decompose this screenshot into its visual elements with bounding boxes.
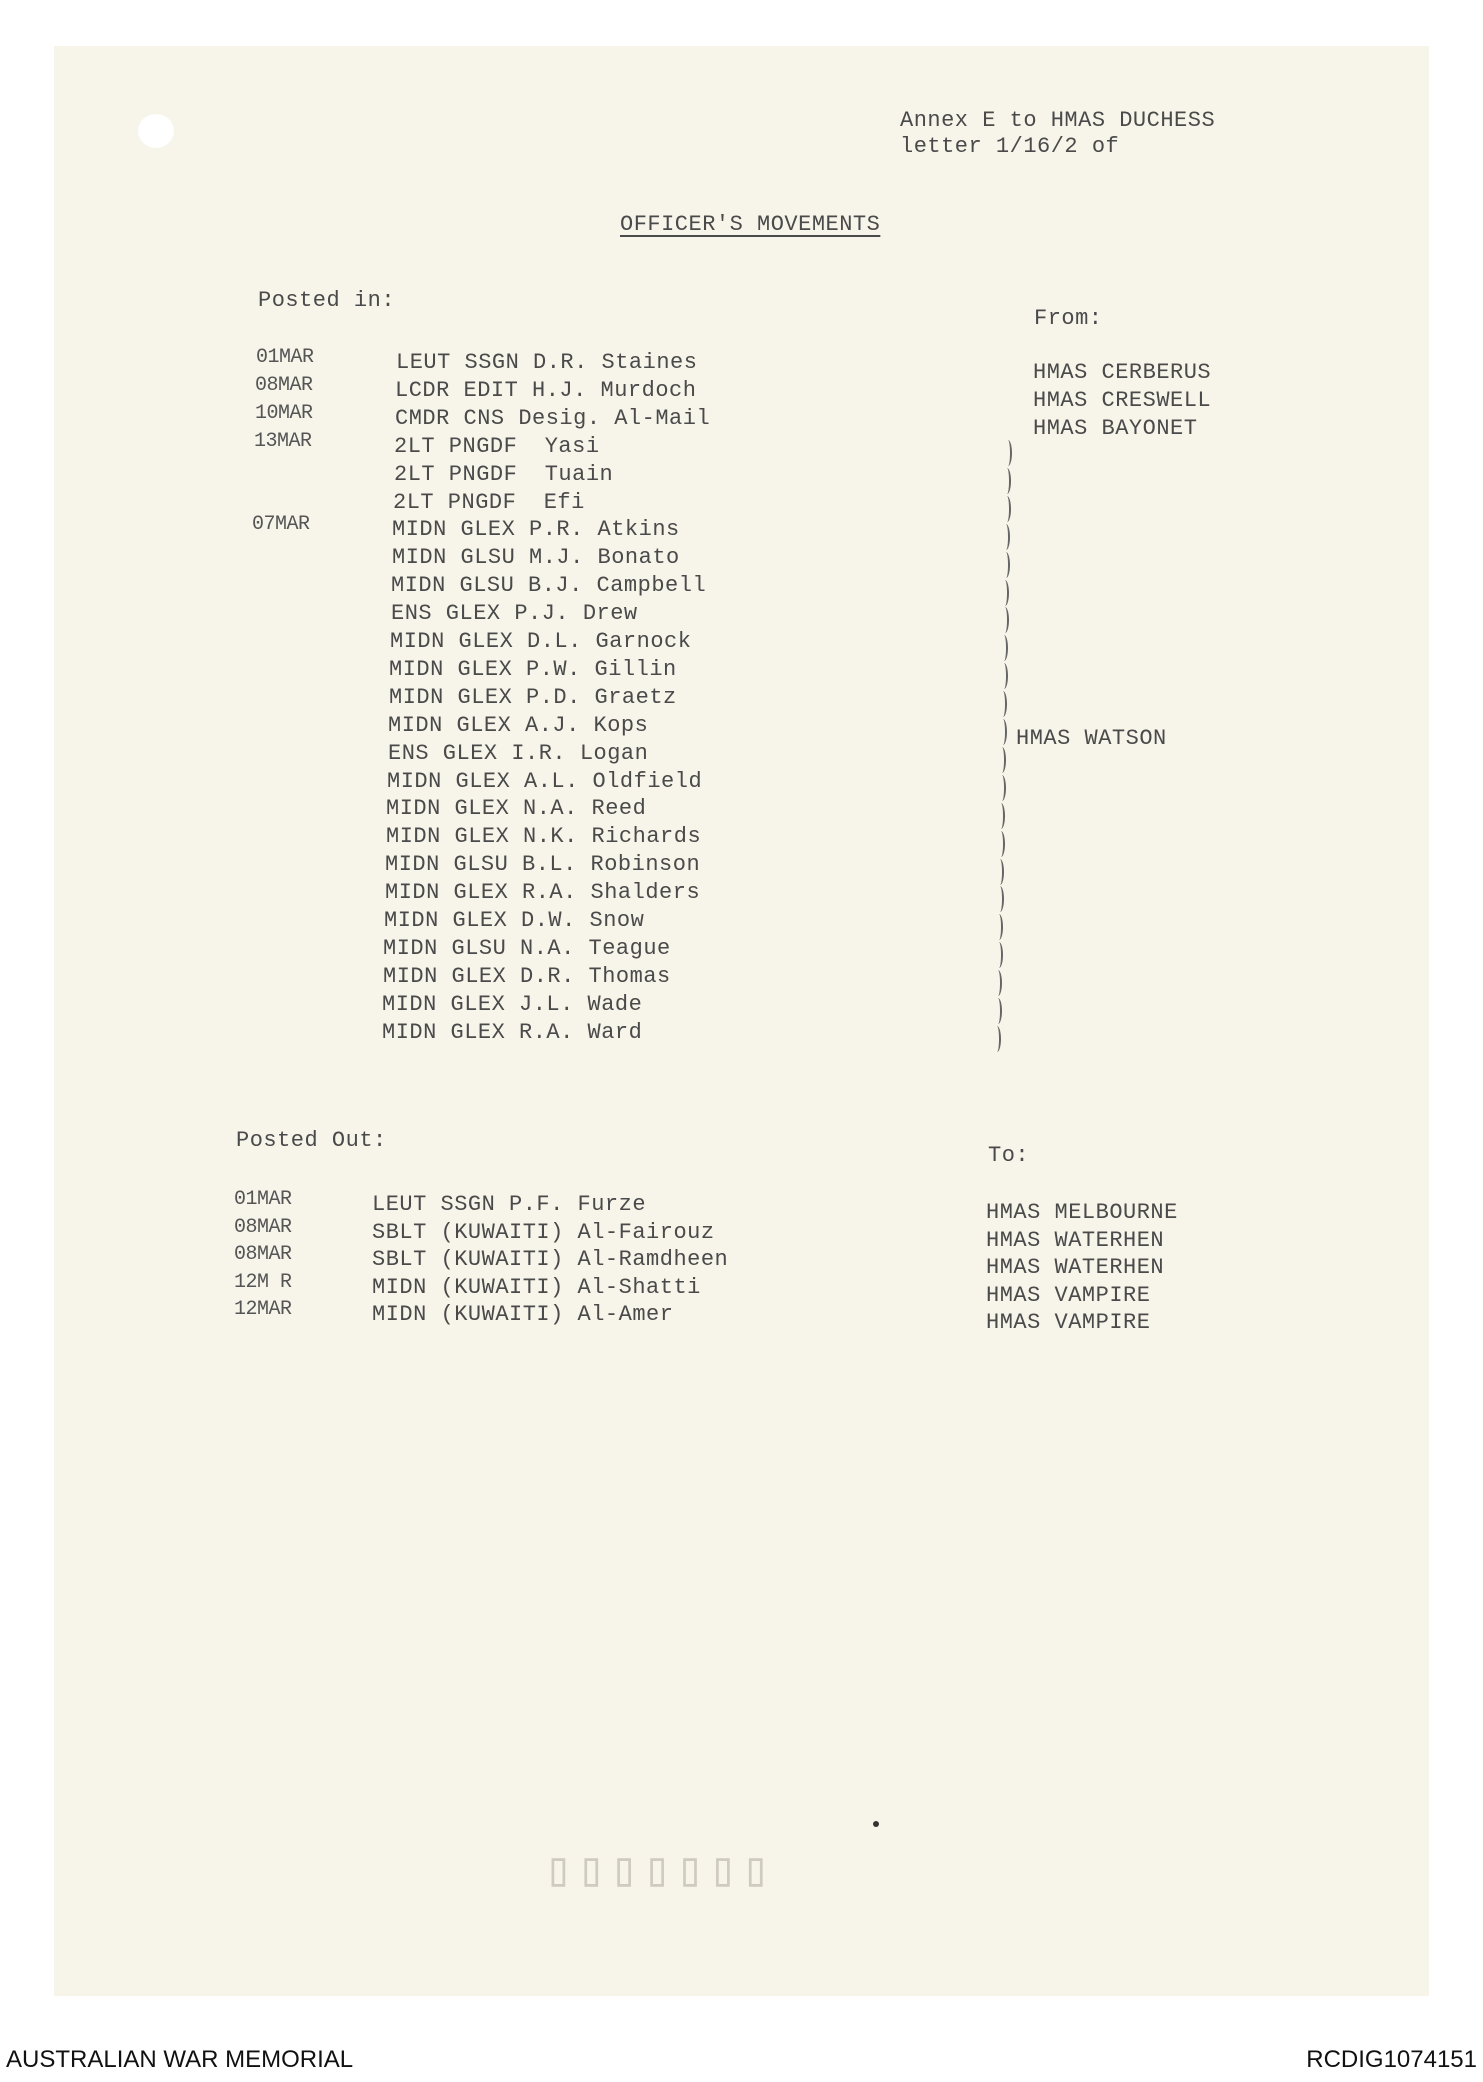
posted-out-destination: HMAS WATERHEN xyxy=(986,1255,1165,1280)
posted-in-officer: MIDN GLEX A.L. Oldfield xyxy=(387,768,703,794)
posted-out-officer: MIDN (KUWAITI) Al-Amer xyxy=(372,1302,674,1327)
posted-in-officer: MIDN GLEX D.W. Snow xyxy=(384,908,645,933)
footer-identifier: RCDIG1074151 xyxy=(1306,2046,1477,2073)
bracket-mark xyxy=(994,970,1002,996)
posted-out-destination: HMAS VAMPIRE xyxy=(986,1282,1151,1308)
footer-institution: AUSTRALIAN WAR MEMORIAL xyxy=(6,2046,354,2073)
bracket-mark xyxy=(997,803,1005,829)
bracket-mark xyxy=(1000,663,1008,689)
posted-in-officer: ENS GLEX I.R. Logan xyxy=(388,740,649,766)
annex-line-1: Annex E to HMAS DUCHESS xyxy=(900,108,1216,133)
bracket-mark xyxy=(1002,524,1010,550)
posted-in-heading: Posted in: xyxy=(258,288,396,313)
document-page xyxy=(54,46,1429,1996)
posted-in-officer: LEUT SSGN D.R. Staines xyxy=(396,350,698,375)
posted-in-date: 13MAR xyxy=(254,429,312,453)
bracket-mark xyxy=(999,719,1007,745)
posted-out-date: 08MAR xyxy=(234,1215,292,1239)
posted-out-destination: HMAS MELBOURNE xyxy=(986,1200,1178,1225)
posted-out-heading: Posted Out: xyxy=(236,1128,387,1153)
bracket-mark xyxy=(995,942,1003,968)
posted-in-date: 07MAR xyxy=(252,513,310,537)
bracket-mark xyxy=(998,775,1006,801)
posted-in-officer: MIDN GLEX R.A. Shalders xyxy=(385,880,701,906)
posted-out-officer: SBLT (KUWAITI) Al-Fairouz xyxy=(372,1219,715,1245)
posted-in-officer: LCDR EDIT H.J. Murdoch xyxy=(395,377,697,403)
from-unit: HMAS CERBERUS xyxy=(1033,360,1212,385)
posted-in-officer: MIDN GLSU B.J. Campbell xyxy=(391,573,707,599)
to-label: To: xyxy=(988,1143,1030,1168)
posted-in-officer: MIDN GLEX P.R. Atkins xyxy=(392,517,680,543)
posted-in-date: 01MAR xyxy=(256,346,314,369)
posted-in-officer: 2LT PNGDF Tuain xyxy=(394,461,614,487)
posted-in-officer: MIDN GLSU M.J. Bonato xyxy=(392,545,680,571)
posted-in-officer: MIDN GLSU N.A. Teague xyxy=(383,935,671,961)
posted-in-officer: ENS GLEX P.J. Drew xyxy=(391,601,638,627)
posted-in-officer: MIDN GLEX P.W. Gillin xyxy=(389,656,677,682)
posted-in-officer: 2LT PNGDF Yasi xyxy=(394,433,600,459)
posted-out-date: 12MAR xyxy=(234,1298,292,1321)
posted-in-date: 08MAR xyxy=(255,373,313,397)
bracket-mark xyxy=(1003,468,1011,494)
bracket-mark xyxy=(996,859,1004,885)
posted-in-officer: MIDN GLEX D.R. Thomas xyxy=(383,963,671,989)
posted-out-officer: LEUT SSGN P.F. Furze xyxy=(372,1192,647,1217)
bracket-mark xyxy=(999,691,1007,717)
posted-out-date: 08MAR xyxy=(234,1243,292,1266)
punch-hole xyxy=(138,114,174,148)
bracket-mark xyxy=(1002,552,1010,578)
posted-in-officer: MIDN GLEX P.D. Graetz xyxy=(389,684,677,710)
posted-in-officer: MIDN GLEX R.A. Ward xyxy=(382,1019,643,1045)
posted-in-officer: 2LT PNGDF Efi xyxy=(393,489,585,515)
posted-in-officer: CMDR CNS Desig. Al-Mail xyxy=(395,405,711,431)
bracket-mark xyxy=(993,1026,1001,1052)
ink-spot xyxy=(873,1821,879,1827)
posted-in-officer: MIDN GLEX D.L. Garnock xyxy=(390,629,692,654)
posted-out-destination: HMAS WATERHEN xyxy=(986,1227,1165,1253)
bracket-mark xyxy=(1003,496,1011,522)
bracket-mark xyxy=(998,747,1006,773)
posted-out-officer: MIDN (KUWAITI) Al-Shatti xyxy=(372,1274,701,1300)
posted-in-officer: MIDN GLEX N.A. Reed xyxy=(386,796,647,822)
posted-out-date: 12M R xyxy=(234,1270,292,1294)
bracket-mark xyxy=(1004,440,1012,466)
from-unit: HMAS BAYONET xyxy=(1033,415,1198,441)
faded-stamp: ▯▯▯▯▯▯▯ xyxy=(544,1846,775,1900)
group-from-unit: HMAS WATSON xyxy=(1016,726,1167,751)
posted-in-officer: MIDN GLEX J.L. Wade xyxy=(382,991,643,1017)
posted-out-destination: HMAS VAMPIRE xyxy=(986,1310,1151,1335)
bracket-mark xyxy=(994,998,1002,1024)
posted-out-officer: SBLT (KUWAITI) Al-Ramdheen xyxy=(372,1247,729,1272)
posted-in-officer: MIDN GLEX N.K. Richards xyxy=(386,824,702,850)
posted-in-officer: MIDN GLSU B.L. Robinson xyxy=(385,852,701,878)
from-unit: HMAS CRESWELL xyxy=(1033,387,1212,413)
annex-line-2: letter 1/16/2 of xyxy=(900,134,1120,159)
document-title: OFFICER'S MOVEMENTS xyxy=(620,212,881,237)
posted-in-date: 10MAR xyxy=(255,401,313,425)
posted-in-officer: MIDN GLEX A.J. Kops xyxy=(388,712,649,738)
posted-out-date: 01MAR xyxy=(234,1188,292,1211)
bracket-mark xyxy=(997,831,1005,857)
from-label: From: xyxy=(1034,306,1103,331)
bracket-mark xyxy=(1001,580,1009,606)
